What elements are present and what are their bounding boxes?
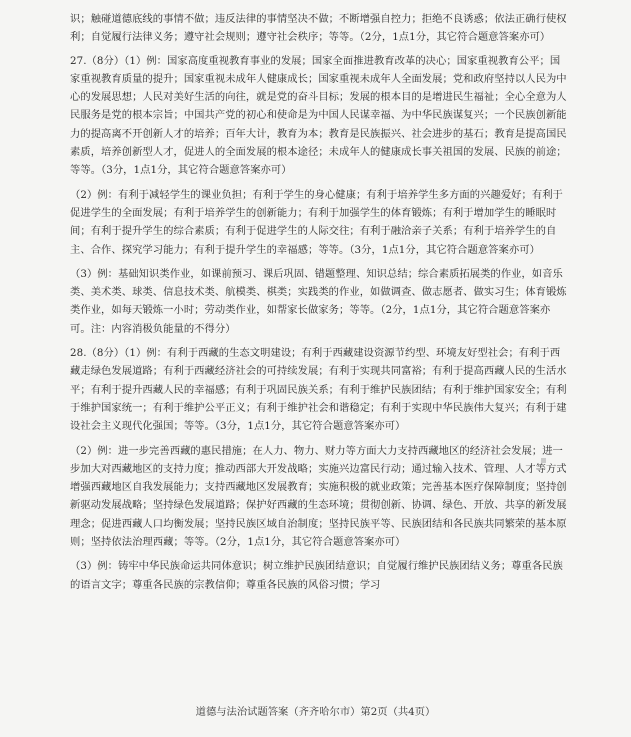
paragraph-27-part-3: （3）例：基础知识类作业，如课前预习、课后巩固、错题整理、知识总结；综合素质拓展类的作业，如音乐类、美术类、球类、信息技术类、航模类、棋类；实践类的作业，如做调查、做志愿者、做实习生；体育锻炼类作业，如每天锻炼一小时；劳动类作业，如帮家长做家务；等等。（2分，1点1分，其它符合题意答案亦可。注：内容消极负能量的不得分）: [70, 267, 567, 335]
paragraph-27-part-2: （2）例：有利于减轻学生的课业负担；有利于学生的身心健康；有利于培养学生多方面的兴趣爱好；有利于促进学生的全面发展；有利于培养学生的创新能力；有利于加强学生的体育锻炼；有利于增加学生的睡眠时间；有利于提升学生的综合素质；有利于促进学生的人际交往；有利于融洽亲子关系；有利于培养学生的自主、合作、探究学习能力；有利于提升学生的幸福感；等等。（3分，1点1分，其它符合题意答案亦可）: [70, 188, 563, 256]
paragraph-28-part-2: （2）例：进一步完善西藏的惠民措施；在人力、物力、财力等方面大力支持西藏地区的经济社会发展；进一步加大对西藏地区的支持力度；推动西部大开发战略；实施兴边富民行动；通过输入技术、管理、人才等方式增强西藏地区自我发展能力；支持西藏地区发展教育；实施积极的就业政策；完善基本医疗保障制度；坚持创新驱动发展战略；坚持绿色发展道路；保护好西藏的生态环境；贯彻创新、协调、绿色、开放、共享的新发展理念；促进西藏人口均衡发展；坚持民族区域自治制度；坚持民族平等、民族团结和各民族共同繁荣的基本原则；坚持依法治理西藏；等等。（2分，1点1分，其它符合题意答案亦可）: [70, 444, 567, 549]
scan-mark: [541, 458, 546, 463]
page-footer: 道德与法治试题答案（齐齐哈尔市）第2页（共4页）: [195, 706, 436, 718]
paragraph-28-part-3: （3）例：铸牢中华民族命运共同体意识；树立维护民族团结意识；自觉履行维护民族团结义务；尊重各民族的语言文字；尊重各民族的宗教信仰；尊重各民族的风俗习惯；学习: [70, 560, 563, 591]
paragraph-27-part-1: 27.（8分）（1）例：国家高度重视教育事业的发展；国家全面推进教育改革的决心；国家重视教育公平；国家重视教育质量的提升；国家重视未成年人健康成长；国家重视未成年人全面发展；党和政府坚持以人民为中心的发展思想；人民对美好生活的向往，就是党的奋斗目标；发展的根本目的是增进民生福祉；全心全意为人民服务是党的根本宗旨；中国共产党的初心和使命是为中国人民谋幸福、为中华民族谋复兴；一个民族创新能力的提高离不开创新人才的培养；百年大计，教育为本；教育是民族振兴、社会进步的基石；教育是提高国民素质，培养创新型人才，促进人的全面发展的根本途径；未成年人的健康成长事关祖国的发展、民族的前途；等等。（3分，1点1分，其它符合题意答案亦可）: [70, 54, 567, 177]
paragraph-28-part-1: 28.（8分）（1）例：有利于西藏的生态文明建设；有利于西藏建设资源节约型、环境友好型社会；有利于西藏走绿色发展道路；有利于西藏经济社会的可持续发展；有利于实现共同富裕；有利于提高西藏人民的生活水平；有利于提升西藏人民的幸福感；有利于巩固民族关系；有利于维护民族团结；有利于维护国家安全；有利于维护国家统一；有利于维护公平正义；有利于维护社会和谐稳定；有利于实现中华民族伟大复兴；有利于建设社会主义现代化强国；等等。（3分，1点1分，其它符合题意答案亦可）: [70, 347, 567, 433]
paragraph-26-continued: 识；触碰道德底线的事情不做；违反法律的事情坚决不做；不断增强自控力；拒绝不良诱惑；依法正确行使权利；自觉履行法律义务；遵守社会规则；遵守社会秩序；等等。（2分，1点1分，其它符合题意答案亦可）: [70, 13, 567, 44]
